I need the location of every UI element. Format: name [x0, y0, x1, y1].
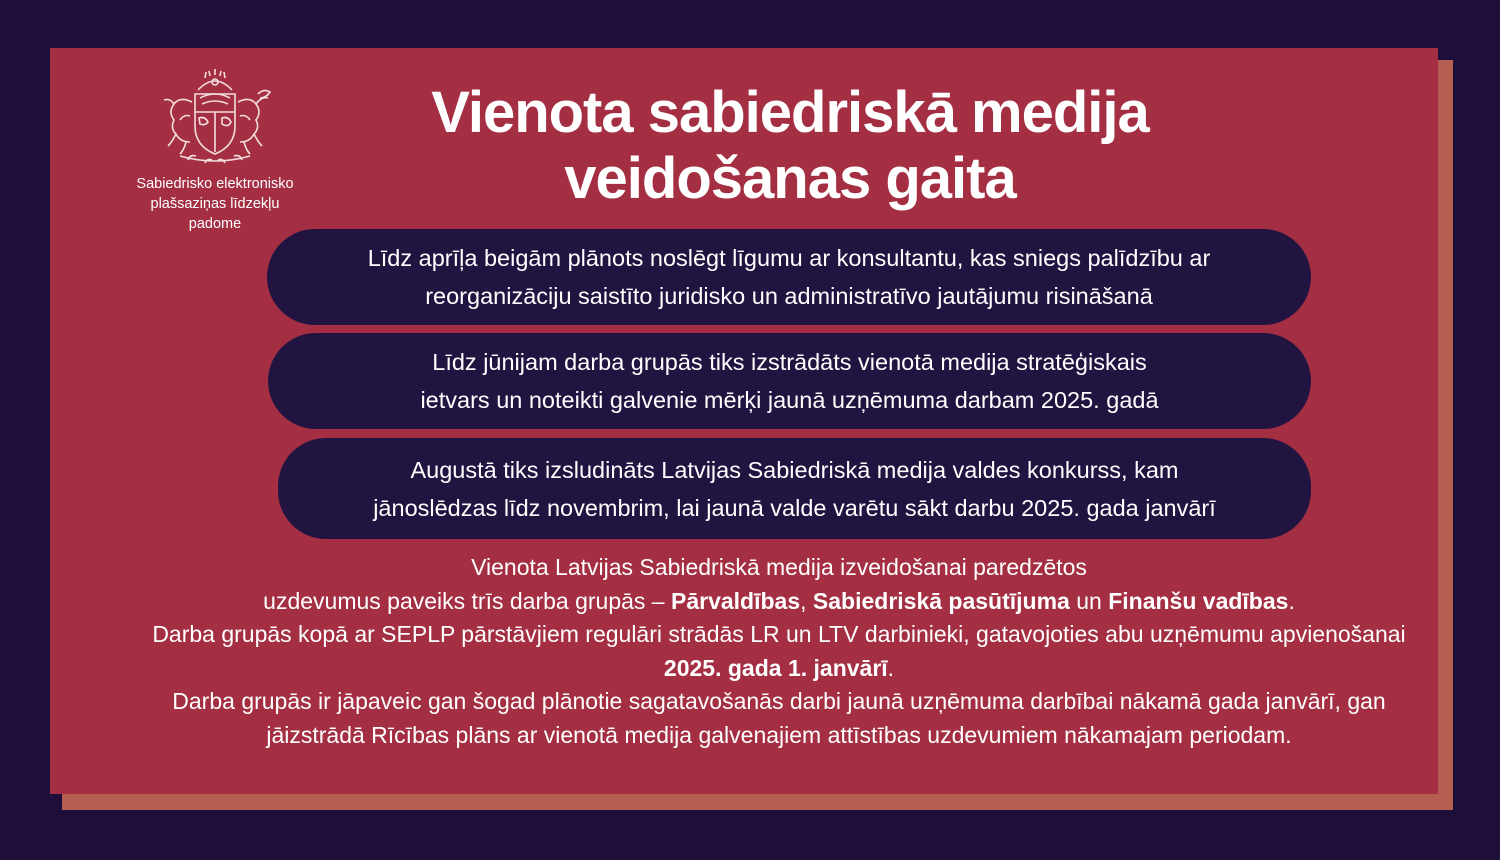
page-title	[290, 80, 1290, 212]
info-card	[50, 48, 1438, 794]
description-line: Vienota Latvijas Sabiedriskā medija izveidošanai paredzētos	[471, 554, 1087, 580]
coat-of-arms-icon	[150, 68, 280, 168]
description-paragraph: Darba grupās ir jāpaveic gan šogad plānotie sagatavošanās darbi jaunā uzņēmuma darbībai nākamā gada janvārī, gan jāizstrādā Rīcības plāns ar vienotā medija galvenajiem attīstības uzdevumiem nākamajam periodam.	[172, 688, 1386, 748]
merger-date: 2025. gada 1. janvārī	[663, 654, 888, 681]
working-group-governance: Pārvaldības	[670, 587, 801, 614]
separator: ,	[800, 587, 813, 614]
description-line: uzdevumus paveiks trīs darba grupās –	[263, 587, 671, 614]
timeline-step-april: Līdz aprīļa beigām plānots noslēgt līgumu ar konsultantu, kas sniegs palīdzību ar reorganizāciju saistīto juridisko un administratīvo jautājumu risināšanā	[267, 229, 1311, 325]
timeline-step-august: Augustā tiks izsludināts Latvijas Sabiedriskā medija valdes konkurss, kam jānoslēdzas līdz novembrim, lai jaunā valde varētu sākt darbu 2025. gada janvārī	[278, 438, 1311, 539]
sentence-end: .	[1288, 587, 1295, 614]
description-text	[150, 551, 1408, 752]
title-line-1: Vienota sabiedriskā medija	[431, 80, 1149, 145]
timeline-step-june: Līdz jūnijam darba grupās tiks izstrādāts vienotā medija stratēģiskais ietvars un noteikti galvenie mērķi jaunā uzņēmuma darbam 2025. gadā	[268, 333, 1311, 429]
description-paragraph: Darba grupās kopā ar SEPLP pārstāvjiem regulāri strādās LR un LTV darbinieki, gatavojoties abu uzņēmumu apvienošanai	[152, 621, 1406, 647]
working-group-public-order: Sabiedriskā pasūtījuma	[812, 587, 1070, 614]
title-line-2: veidošanas gaita	[564, 146, 1016, 211]
organization-name: Sabiedrisko elektronisko plašsaziņas līdzekļu padome	[136, 176, 294, 232]
separator: un	[1069, 587, 1109, 614]
working-group-finance: Finanšu vadības	[1108, 587, 1289, 614]
sentence-end: .	[887, 654, 895, 681]
